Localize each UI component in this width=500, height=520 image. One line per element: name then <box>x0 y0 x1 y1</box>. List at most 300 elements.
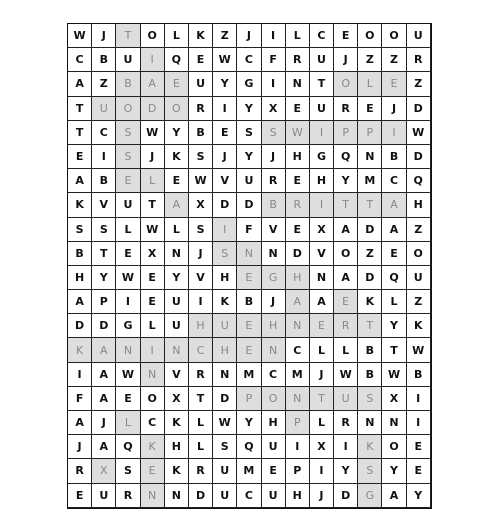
grid-cell[interactable]: E <box>116 242 140 266</box>
grid-cell[interactable]: P <box>286 459 310 483</box>
grid-cell[interactable]: G <box>237 72 261 96</box>
grid-cell[interactable]: O <box>116 97 140 121</box>
grid-cell[interactable]: O <box>382 24 406 48</box>
grid-cell[interactable]: E <box>237 266 261 290</box>
grid-cell[interactable]: H <box>286 266 310 290</box>
grid-cell[interactable]: J <box>310 363 334 387</box>
grid-cell[interactable]: L <box>334 338 358 362</box>
grid-cell[interactable]: I <box>382 121 406 145</box>
grid-cell[interactable]: R <box>407 48 431 72</box>
grid-cell[interactable]: V <box>262 218 286 242</box>
grid-cell[interactable]: W <box>213 48 237 72</box>
grid-cell[interactable]: T <box>334 193 358 217</box>
grid-cell[interactable]: N <box>382 411 406 435</box>
grid-cell[interactable]: E <box>262 459 286 483</box>
grid-cell[interactable]: S <box>68 218 92 242</box>
grid-cell[interactable]: T <box>310 387 334 411</box>
grid-cell[interactable]: U <box>213 459 237 483</box>
grid-cell[interactable]: Q <box>237 435 261 459</box>
grid-cell[interactable]: V <box>213 169 237 193</box>
grid-cell[interactable]: I <box>407 387 431 411</box>
grid-cell[interactable]: T <box>141 193 165 217</box>
grid-cell[interactable]: C <box>68 48 92 72</box>
grid-cell[interactable]: S <box>189 218 213 242</box>
grid-cell[interactable]: N <box>358 411 382 435</box>
grid-cell[interactable]: L <box>382 290 406 314</box>
grid-cell[interactable]: U <box>237 169 261 193</box>
grid-cell[interactable]: L <box>165 24 189 48</box>
grid-cell[interactable]: B <box>68 242 92 266</box>
grid-cell[interactable]: L <box>189 411 213 435</box>
grid-cell[interactable]: E <box>334 24 358 48</box>
grid-cell[interactable]: M <box>237 363 261 387</box>
grid-cell[interactable]: E <box>286 97 310 121</box>
grid-cell[interactable]: U <box>116 193 140 217</box>
grid-cell[interactable]: T <box>68 121 92 145</box>
grid-cell[interactable]: T <box>68 97 92 121</box>
grid-cell[interactable]: L <box>141 314 165 338</box>
grid-cell[interactable]: D <box>141 97 165 121</box>
grid-cell[interactable]: I <box>213 97 237 121</box>
grid-cell[interactable]: G <box>262 266 286 290</box>
grid-cell[interactable]: H <box>68 266 92 290</box>
grid-cell[interactable]: N <box>262 338 286 362</box>
grid-cell[interactable]: C <box>237 484 261 508</box>
grid-cell[interactable]: Q <box>165 48 189 72</box>
grid-cell[interactable]: A <box>141 72 165 96</box>
grid-cell[interactable]: H <box>407 193 431 217</box>
grid-cell[interactable]: O <box>382 435 406 459</box>
grid-cell[interactable]: U <box>310 48 334 72</box>
grid-cell[interactable]: I <box>262 24 286 48</box>
grid-cell[interactable]: Z <box>407 290 431 314</box>
grid-cell[interactable]: K <box>213 290 237 314</box>
grid-cell[interactable]: R <box>189 459 213 483</box>
grid-cell[interactable]: J <box>382 97 406 121</box>
grid-cell[interactable]: U <box>262 435 286 459</box>
grid-cell[interactable]: N <box>141 484 165 508</box>
grid-cell[interactable]: B <box>189 121 213 145</box>
grid-cell[interactable]: W <box>116 363 140 387</box>
grid-cell[interactable]: R <box>116 484 140 508</box>
grid-cell[interactable]: K <box>165 411 189 435</box>
grid-cell[interactable]: R <box>189 97 213 121</box>
grid-cell[interactable]: P <box>334 121 358 145</box>
grid-cell[interactable]: S <box>358 387 382 411</box>
grid-cell[interactable]: O <box>334 72 358 96</box>
grid-cell[interactable]: S <box>262 121 286 145</box>
grid-cell[interactable]: L <box>310 338 334 362</box>
grid-cell[interactable]: Y <box>334 459 358 483</box>
grid-cell[interactable]: H <box>286 484 310 508</box>
grid-cell[interactable]: O <box>407 242 431 266</box>
grid-cell[interactable]: O <box>141 24 165 48</box>
grid-cell[interactable]: D <box>407 145 431 169</box>
grid-cell[interactable]: U <box>92 97 116 121</box>
grid-cell[interactable]: S <box>213 242 237 266</box>
grid-cell[interactable]: J <box>237 24 261 48</box>
grid-cell[interactable]: G <box>358 484 382 508</box>
grid-cell[interactable]: I <box>407 411 431 435</box>
grid-cell[interactable]: X <box>382 387 406 411</box>
grid-cell[interactable]: B <box>92 169 116 193</box>
grid-cell[interactable]: I <box>189 290 213 314</box>
grid-cell[interactable]: A <box>334 266 358 290</box>
grid-cell[interactable]: X <box>92 459 116 483</box>
grid-cell[interactable]: B <box>358 338 382 362</box>
grid-cell[interactable]: M <box>237 459 261 483</box>
grid-cell[interactable]: N <box>141 363 165 387</box>
grid-cell[interactable]: E <box>68 484 92 508</box>
grid-cell[interactable]: J <box>68 435 92 459</box>
grid-cell[interactable]: L <box>189 435 213 459</box>
grid-cell[interactable]: I <box>68 363 92 387</box>
grid-cell[interactable]: J <box>189 242 213 266</box>
grid-cell[interactable]: T <box>382 338 406 362</box>
grid-cell[interactable]: U <box>407 266 431 290</box>
grid-cell[interactable]: R <box>334 314 358 338</box>
grid-cell[interactable]: J <box>334 48 358 72</box>
grid-cell[interactable]: O <box>141 387 165 411</box>
grid-cell[interactable]: U <box>165 314 189 338</box>
grid-cell[interactable]: W <box>334 363 358 387</box>
grid-cell[interactable]: J <box>262 290 286 314</box>
grid-cell[interactable]: E <box>286 218 310 242</box>
grid-cell[interactable]: E <box>237 338 261 362</box>
grid-cell[interactable]: E <box>382 72 406 96</box>
grid-cell[interactable]: B <box>358 363 382 387</box>
grid-cell[interactable]: L <box>141 169 165 193</box>
grid-cell[interactable]: R <box>334 97 358 121</box>
grid-cell[interactable]: W <box>116 266 140 290</box>
grid-cell[interactable]: U <box>334 387 358 411</box>
grid-cell[interactable]: D <box>68 314 92 338</box>
grid-cell[interactable]: B <box>92 48 116 72</box>
grid-cell[interactable]: I <box>141 338 165 362</box>
grid-cell[interactable]: X <box>310 218 334 242</box>
grid-cell[interactable]: Z <box>358 48 382 72</box>
grid-cell[interactable]: W <box>141 121 165 145</box>
grid-cell[interactable]: O <box>262 387 286 411</box>
grid-cell[interactable]: S <box>92 218 116 242</box>
grid-cell[interactable]: B <box>237 290 261 314</box>
grid-cell[interactable]: C <box>237 48 261 72</box>
grid-cell[interactable]: V <box>165 363 189 387</box>
grid-cell[interactable]: W <box>407 121 431 145</box>
grid-cell[interactable]: E <box>165 169 189 193</box>
grid-cell[interactable]: C <box>141 411 165 435</box>
grid-cell[interactable]: S <box>189 145 213 169</box>
grid-cell[interactable]: D <box>407 97 431 121</box>
grid-cell[interactable]: P <box>286 411 310 435</box>
grid-cell[interactable]: K <box>165 459 189 483</box>
grid-cell[interactable]: U <box>213 314 237 338</box>
grid-cell[interactable]: C <box>92 121 116 145</box>
grid-cell[interactable]: H <box>310 169 334 193</box>
grid-cell[interactable]: S <box>116 145 140 169</box>
grid-cell[interactable]: F <box>68 387 92 411</box>
grid-cell[interactable]: D <box>358 218 382 242</box>
grid-cell[interactable]: H <box>213 266 237 290</box>
grid-cell[interactable]: P <box>237 387 261 411</box>
grid-cell[interactable]: V <box>310 242 334 266</box>
grid-cell[interactable]: J <box>262 145 286 169</box>
grid-cell[interactable]: T <box>116 24 140 48</box>
grid-cell[interactable]: K <box>407 314 431 338</box>
grid-cell[interactable]: A <box>382 484 406 508</box>
grid-cell[interactable]: Y <box>92 266 116 290</box>
grid-cell[interactable]: K <box>68 193 92 217</box>
grid-cell[interactable]: F <box>262 48 286 72</box>
grid-cell[interactable]: E <box>141 459 165 483</box>
grid-cell[interactable]: E <box>334 290 358 314</box>
grid-cell[interactable]: I <box>141 48 165 72</box>
grid-cell[interactable]: N <box>116 338 140 362</box>
grid-cell[interactable]: U <box>213 484 237 508</box>
grid-cell[interactable]: H <box>213 338 237 362</box>
grid-cell[interactable]: T <box>92 242 116 266</box>
grid-cell[interactable]: E <box>68 145 92 169</box>
grid-cell[interactable]: A <box>92 338 116 362</box>
grid-cell[interactable]: O <box>334 242 358 266</box>
grid-cell[interactable]: W <box>286 121 310 145</box>
grid-cell[interactable]: D <box>213 193 237 217</box>
grid-cell[interactable]: Z <box>382 48 406 72</box>
grid-cell[interactable]: E <box>310 314 334 338</box>
grid-cell[interactable]: T <box>310 72 334 96</box>
grid-cell[interactable]: L <box>358 72 382 96</box>
grid-cell[interactable]: O <box>165 97 189 121</box>
grid-cell[interactable]: S <box>237 121 261 145</box>
grid-cell[interactable]: U <box>407 24 431 48</box>
grid-cell[interactable]: W <box>407 338 431 362</box>
grid-cell[interactable]: B <box>407 363 431 387</box>
grid-cell[interactable]: Y <box>237 145 261 169</box>
grid-cell[interactable]: M <box>358 169 382 193</box>
grid-cell[interactable]: A <box>68 72 92 96</box>
grid-cell[interactable]: R <box>286 193 310 217</box>
grid-cell[interactable]: A <box>68 169 92 193</box>
grid-cell[interactable]: X <box>310 435 334 459</box>
grid-cell[interactable]: E <box>382 242 406 266</box>
grid-cell[interactable]: E <box>407 459 431 483</box>
grid-cell[interactable]: Q <box>407 169 431 193</box>
grid-cell[interactable]: K <box>165 145 189 169</box>
grid-cell[interactable]: B <box>382 145 406 169</box>
grid-cell[interactable]: F <box>237 218 261 242</box>
grid-cell[interactable]: C <box>286 338 310 362</box>
grid-cell[interactable]: W <box>141 218 165 242</box>
grid-cell[interactable]: I <box>116 290 140 314</box>
grid-cell[interactable]: K <box>189 24 213 48</box>
grid-cell[interactable]: V <box>92 193 116 217</box>
grid-cell[interactable]: A <box>165 193 189 217</box>
grid-cell[interactable]: N <box>358 145 382 169</box>
grid-cell[interactable]: T <box>189 387 213 411</box>
grid-cell[interactable]: N <box>286 387 310 411</box>
grid-cell[interactable]: I <box>310 459 334 483</box>
grid-cell[interactable]: T <box>358 314 382 338</box>
grid-cell[interactable]: A <box>334 218 358 242</box>
grid-cell[interactable]: C <box>189 338 213 362</box>
grid-cell[interactable]: H <box>262 314 286 338</box>
grid-cell[interactable]: D <box>213 387 237 411</box>
grid-cell[interactable]: H <box>286 145 310 169</box>
grid-cell[interactable]: L <box>116 218 140 242</box>
grid-cell[interactable]: H <box>189 314 213 338</box>
grid-cell[interactable]: V <box>189 266 213 290</box>
grid-cell[interactable]: Q <box>382 266 406 290</box>
grid-cell[interactable]: Z <box>92 72 116 96</box>
grid-cell[interactable]: K <box>358 435 382 459</box>
grid-cell[interactable]: C <box>310 24 334 48</box>
grid-cell[interactable]: U <box>92 484 116 508</box>
grid-cell[interactable]: D <box>237 193 261 217</box>
grid-cell[interactable]: I <box>286 435 310 459</box>
grid-cell[interactable]: K <box>358 290 382 314</box>
grid-cell[interactable]: Y <box>382 459 406 483</box>
grid-cell[interactable]: J <box>310 484 334 508</box>
grid-cell[interactable]: E <box>213 121 237 145</box>
grid-cell[interactable]: I <box>213 218 237 242</box>
grid-cell[interactable]: I <box>334 435 358 459</box>
grid-cell[interactable]: P <box>358 121 382 145</box>
grid-cell[interactable]: U <box>116 48 140 72</box>
grid-cell[interactable]: E <box>286 169 310 193</box>
grid-cell[interactable]: A <box>68 290 92 314</box>
grid-cell[interactable]: I <box>310 121 334 145</box>
grid-cell[interactable]: L <box>286 24 310 48</box>
grid-cell[interactable]: G <box>310 145 334 169</box>
grid-cell[interactable]: I <box>310 193 334 217</box>
grid-cell[interactable]: A <box>92 387 116 411</box>
grid-cell[interactable]: J <box>92 24 116 48</box>
grid-cell[interactable]: N <box>213 363 237 387</box>
grid-cell[interactable]: E <box>141 266 165 290</box>
grid-cell[interactable]: D <box>92 314 116 338</box>
grid-cell[interactable]: C <box>382 169 406 193</box>
grid-cell[interactable]: R <box>189 363 213 387</box>
grid-cell[interactable]: R <box>334 411 358 435</box>
grid-cell[interactable]: R <box>262 169 286 193</box>
grid-cell[interactable]: W <box>68 24 92 48</box>
grid-cell[interactable]: N <box>165 338 189 362</box>
grid-cell[interactable]: Y <box>237 411 261 435</box>
grid-cell[interactable]: U <box>262 484 286 508</box>
grid-cell[interactable]: N <box>237 242 261 266</box>
grid-cell[interactable]: Y <box>165 121 189 145</box>
grid-cell[interactable]: E <box>358 97 382 121</box>
grid-cell[interactable]: Q <box>116 435 140 459</box>
grid-cell[interactable]: S <box>213 435 237 459</box>
grid-cell[interactable]: E <box>189 48 213 72</box>
grid-cell[interactable]: J <box>141 145 165 169</box>
grid-cell[interactable]: Z <box>358 242 382 266</box>
grid-cell[interactable]: E <box>165 72 189 96</box>
grid-cell[interactable]: K <box>141 435 165 459</box>
grid-cell[interactable]: D <box>286 242 310 266</box>
grid-cell[interactable]: I <box>92 145 116 169</box>
grid-cell[interactable]: E <box>116 169 140 193</box>
grid-cell[interactable]: D <box>334 484 358 508</box>
grid-cell[interactable]: Z <box>407 218 431 242</box>
grid-cell[interactable]: N <box>165 484 189 508</box>
grid-cell[interactable]: L <box>310 411 334 435</box>
grid-cell[interactable]: A <box>286 290 310 314</box>
grid-cell[interactable]: Y <box>237 97 261 121</box>
grid-cell[interactable]: E <box>237 314 261 338</box>
grid-cell[interactable]: X <box>141 242 165 266</box>
grid-cell[interactable]: N <box>262 242 286 266</box>
grid-cell[interactable]: K <box>68 338 92 362</box>
grid-cell[interactable]: N <box>165 242 189 266</box>
grid-cell[interactable]: L <box>116 411 140 435</box>
grid-cell[interactable]: Q <box>334 145 358 169</box>
grid-cell[interactable]: C <box>262 363 286 387</box>
grid-cell[interactable]: Y <box>382 314 406 338</box>
grid-cell[interactable]: A <box>382 193 406 217</box>
grid-cell[interactable]: O <box>358 24 382 48</box>
grid-cell[interactable]: U <box>189 72 213 96</box>
grid-cell[interactable]: W <box>189 169 213 193</box>
grid-cell[interactable]: Y <box>213 72 237 96</box>
grid-cell[interactable]: N <box>286 72 310 96</box>
grid-cell[interactable]: Z <box>213 24 237 48</box>
grid-cell[interactable]: J <box>92 411 116 435</box>
grid-cell[interactable]: Y <box>165 266 189 290</box>
grid-cell[interactable]: H <box>262 411 286 435</box>
grid-cell[interactable]: B <box>262 193 286 217</box>
grid-cell[interactable]: I <box>262 72 286 96</box>
grid-cell[interactable]: X <box>262 97 286 121</box>
grid-cell[interactable]: N <box>310 266 334 290</box>
grid-cell[interactable]: Y <box>334 169 358 193</box>
grid-cell[interactable]: S <box>116 459 140 483</box>
grid-cell[interactable]: R <box>286 48 310 72</box>
grid-cell[interactable]: J <box>213 145 237 169</box>
grid-cell[interactable]: A <box>92 435 116 459</box>
grid-cell[interactable]: E <box>116 387 140 411</box>
grid-cell[interactable]: L <box>165 218 189 242</box>
grid-cell[interactable]: T <box>358 193 382 217</box>
grid-cell[interactable]: A <box>310 290 334 314</box>
grid-cell[interactable]: G <box>116 314 140 338</box>
grid-cell[interactable]: P <box>92 290 116 314</box>
grid-cell[interactable]: E <box>141 290 165 314</box>
grid-cell[interactable]: M <box>286 363 310 387</box>
grid-cell[interactable]: A <box>382 218 406 242</box>
grid-cell[interactable]: B <box>116 72 140 96</box>
grid-cell[interactable]: H <box>165 435 189 459</box>
grid-cell[interactable]: A <box>92 363 116 387</box>
grid-cell[interactable]: U <box>165 290 189 314</box>
grid-cell[interactable]: X <box>165 387 189 411</box>
grid-cell[interactable]: S <box>358 459 382 483</box>
grid-cell[interactable]: Z <box>407 72 431 96</box>
grid-cell[interactable]: X <box>189 193 213 217</box>
grid-cell[interactable]: D <box>189 484 213 508</box>
grid-cell[interactable]: Y <box>407 484 431 508</box>
grid-cell[interactable]: N <box>286 314 310 338</box>
grid-cell[interactable]: U <box>310 97 334 121</box>
grid-cell[interactable]: S <box>116 121 140 145</box>
grid-cell[interactable]: A <box>68 411 92 435</box>
grid-cell[interactable]: D <box>358 266 382 290</box>
grid-cell[interactable]: W <box>382 363 406 387</box>
grid-cell[interactable]: E <box>407 435 431 459</box>
grid-cell[interactable]: R <box>68 459 92 483</box>
grid-cell[interactable]: W <box>213 411 237 435</box>
